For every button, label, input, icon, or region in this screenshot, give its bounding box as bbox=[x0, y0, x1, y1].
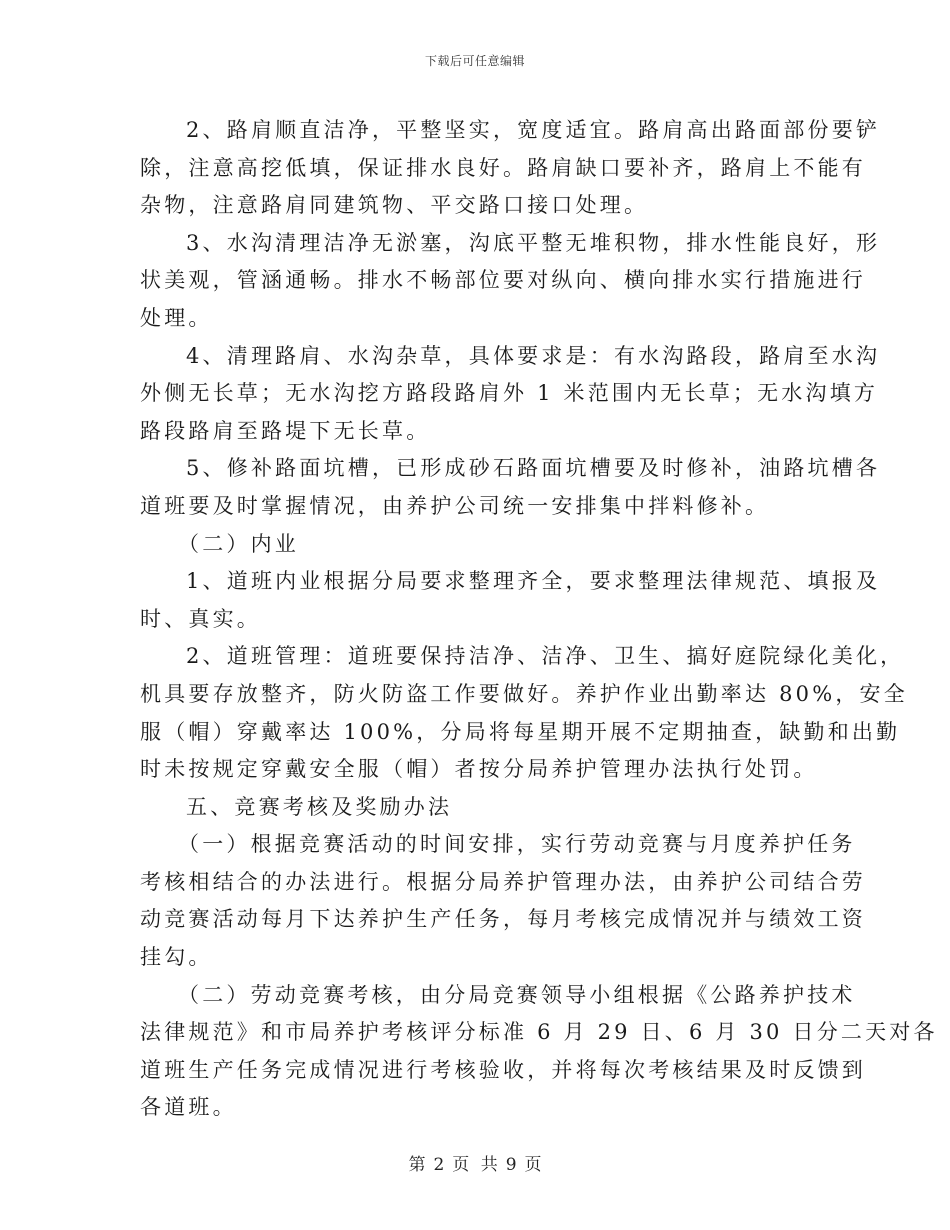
section-heading-competition: 五、竞赛考核及奖励办法 bbox=[186, 794, 453, 819]
paragraph-line: 路段路肩至路堤下无长草。 bbox=[140, 418, 431, 443]
paragraph-line: 道班要及时掌握情况，由养护公司统一安排集中拌料修补。 bbox=[140, 493, 770, 518]
paragraph-line: 3、水沟清理洁净无淤塞，沟底平整无堆积物，排水性能良好，形 bbox=[186, 230, 881, 255]
paragraph-line: 2、道班管理：道班要保持洁净、洁净、卫生、搞好庭院绿化美化， bbox=[186, 644, 905, 669]
paragraph-line: 除，注意高挖低填，保证排水良好。路肩缺口要补齐，路肩上不能有 bbox=[140, 155, 866, 180]
paragraph-line: 4、清理路肩、水沟杂草，具体要求是：有水沟路段，路肩至水沟 bbox=[186, 343, 881, 368]
paragraph-line: 动竞赛活动每月下达养护生产任务，每月考核完成情况并与绩效工资 bbox=[140, 907, 866, 932]
document-body bbox=[140, 112, 938, 1127]
paragraph-line: 杂物，注意路肩同建筑物、平交路口接口处理。 bbox=[140, 193, 649, 218]
footer-total-pages: 9 bbox=[505, 1155, 517, 1175]
footer-middle: 页 共 bbox=[452, 1155, 498, 1175]
paragraph-line: 处理。 bbox=[140, 305, 213, 330]
page-header-note: 下载后可任意编辑 bbox=[424, 54, 525, 68]
paragraph-line: （二）劳动竞赛考核，由分局竞赛领导小组根据《公路养护技术 bbox=[178, 982, 856, 1007]
paragraph-line: 法律规范》和市局养护考核评分标准 6 月 29 日、6 月 30 日分二天对各 bbox=[140, 1020, 938, 1045]
paragraph-line: 1、道班内业根据分局要求整理齐全，要求整理法律规范、填报及 bbox=[186, 569, 881, 594]
paragraph-line: 道班生产任务完成情况进行考核验收，并将每次考核结果及时反馈到 bbox=[140, 1057, 866, 1082]
footer-current-page: 2 bbox=[433, 1155, 445, 1175]
paragraph-line: 2、路肩顺直洁净，平整坚实，宽度适宜。路肩高出路面部份要铲 bbox=[186, 118, 881, 142]
section-heading-internal: （二）内业 bbox=[178, 531, 299, 556]
paragraph-line: 外侧无长草；无水沟挖方路段路肩外 1 米范围内无长草；无水沟填方 bbox=[140, 381, 879, 406]
paragraph-line: （一）根据竞赛活动的时间安排，实行劳动竞赛与月度养护任务 bbox=[178, 832, 856, 857]
paragraph-line: 机具要存放整齐，防火防盗工作要做好。养护作业出勤率达 80%，安全 bbox=[140, 681, 908, 706]
footer-prefix: 第 bbox=[408, 1155, 426, 1175]
paragraph-line: 各道班。 bbox=[140, 1095, 237, 1120]
paragraph-line: 状美观，管涵通畅。排水不畅部位要对纵向、横向排水实行措施进行 bbox=[140, 268, 866, 293]
paragraph-line: 时未按规定穿戴安全服（帽）者按分局养护管理办法执行处罚。 bbox=[140, 757, 818, 782]
footer-suffix: 页 bbox=[524, 1155, 542, 1175]
paragraph-line: 5、修补路面坑槽，已形成砂石路面坑槽要及时修补，油路坑槽各 bbox=[186, 456, 881, 481]
page-footer bbox=[0, 1150, 950, 1175]
paragraph-line: 服（帽）穿戴率达 100%，分局将每星期开展不定期抽查，缺勤和出勤 bbox=[140, 719, 901, 744]
paragraph-line: 挂勾。 bbox=[140, 945, 213, 970]
paragraph-line: 时、真实。 bbox=[140, 606, 261, 631]
paragraph-line: 考核相结合的办法进行。根据分局养护管理办法，由养护公司结合劳 bbox=[140, 869, 866, 894]
